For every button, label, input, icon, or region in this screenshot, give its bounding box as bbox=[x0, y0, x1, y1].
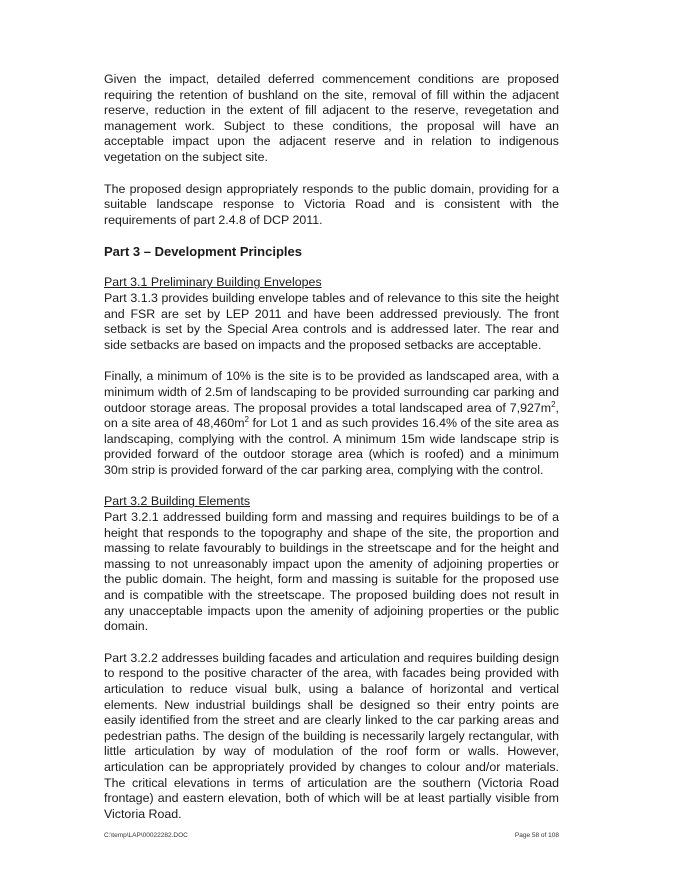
paragraph-envelopes: Part 3.1.3 provides building envelope tables and of relevance to this site the height and FSR are set by LEP 2011 and have been addressed previously. The front setback is set by the Special Area controls and is addressed later. The rear and side setbacks are based on impacts and the proposed setbacks are acceptable. bbox=[104, 290, 559, 352]
paragraph-public-domain: The proposed design appropriately responds to the public domain, providing for a suitable landscape response to Victoria Road and is consistent with the requirements of part 2.4.8 of DCP 2011. bbox=[104, 181, 559, 227]
page-footer bbox=[104, 832, 559, 839]
subsection-title-3-2: Part 3.2 Building Elements bbox=[104, 494, 251, 509]
landscaping-text-b: , on a site area of 48,460m bbox=[104, 400, 559, 431]
superscript-2: 2 bbox=[551, 399, 556, 409]
section-heading: Part 3 – Development Principles bbox=[104, 244, 302, 260]
page-number: Page 58 of 108 bbox=[514, 832, 559, 839]
superscript-2: 2 bbox=[244, 414, 249, 424]
paragraph-deferred-conditions: Given the impact, detailed deferred commencement conditions are proposed requiring the retention of bushland on the site, removal of fill within the adjacent reserve, reduction in the extent of fill adjacent to the reserve, revegetation and management work. Subject to these conditions, the proposal will have an acceptable impact upon the adjacent reserve and in relation to indigenous vegetation on the subject site. bbox=[104, 72, 559, 164]
document-body bbox=[104, 72, 559, 838]
subsection-title-3-1: Part 3.1 Preliminary Building Envelopes bbox=[104, 275, 322, 290]
paragraph-facades: Part 3.2.2 addresses building facades and articulation and requires building design to respond to the positive character of the area, with facades being provided with articulation to reduce visual bulk, using a balance of horizontal and vertical elements. New industrial buildings shall be designed so their entry points are easily identified from the street and are clearly linked to the car parking areas and pedestrian paths. The design of the building is necessarily largely rectangular, with little articulation by way of modulation of the roof form or walls. However, articulation can be appropriately provided by changes to colour and/or materials. The critical elevations in terms of articulation are the southern (Victoria Road frontage) and eastern elevation, both of which will be at least partially visible from Victoria Road. bbox=[104, 650, 559, 821]
file-path: C:\temp\LAP\00022282.DOC bbox=[104, 832, 188, 839]
paragraph-landscaping bbox=[104, 369, 559, 478]
landscaping-text-c: for Lot 1 and as such provides 16.4% of the site area as landscaping, complying with the control. A minimum 15m wide landscape strip is provided forward of the outdoor storage area (which is roofed) and a minimum 30m strip is provided forward of the car parking area, complying with the control. bbox=[104, 416, 559, 477]
landscaping-text-a: Finally, a minimum of 10% is the site is to be provided as landscaped area, with a minimum width of 2.5m of landscaping to be provided surrounding car parking and outdoor storage areas. The proposal provides a total landscaped area of 7,927m bbox=[104, 369, 559, 415]
paragraph-form-massing: Part 3.2.1 addressed building form and massing and requires buildings to be of a height that responds to the topography and shape of the site, the proportion and massing to relate favourably to buildings in the streetscape and for the height and massing to not unreasonably impact upon the amenity of adjoining properties or the public domain. The height, form and massing is suitable for the proposed use and is compatible with the streetscape. The proposed building does not result in any unacceptable impacts upon the amenity of adjoining properties or the public domain. bbox=[104, 510, 559, 634]
